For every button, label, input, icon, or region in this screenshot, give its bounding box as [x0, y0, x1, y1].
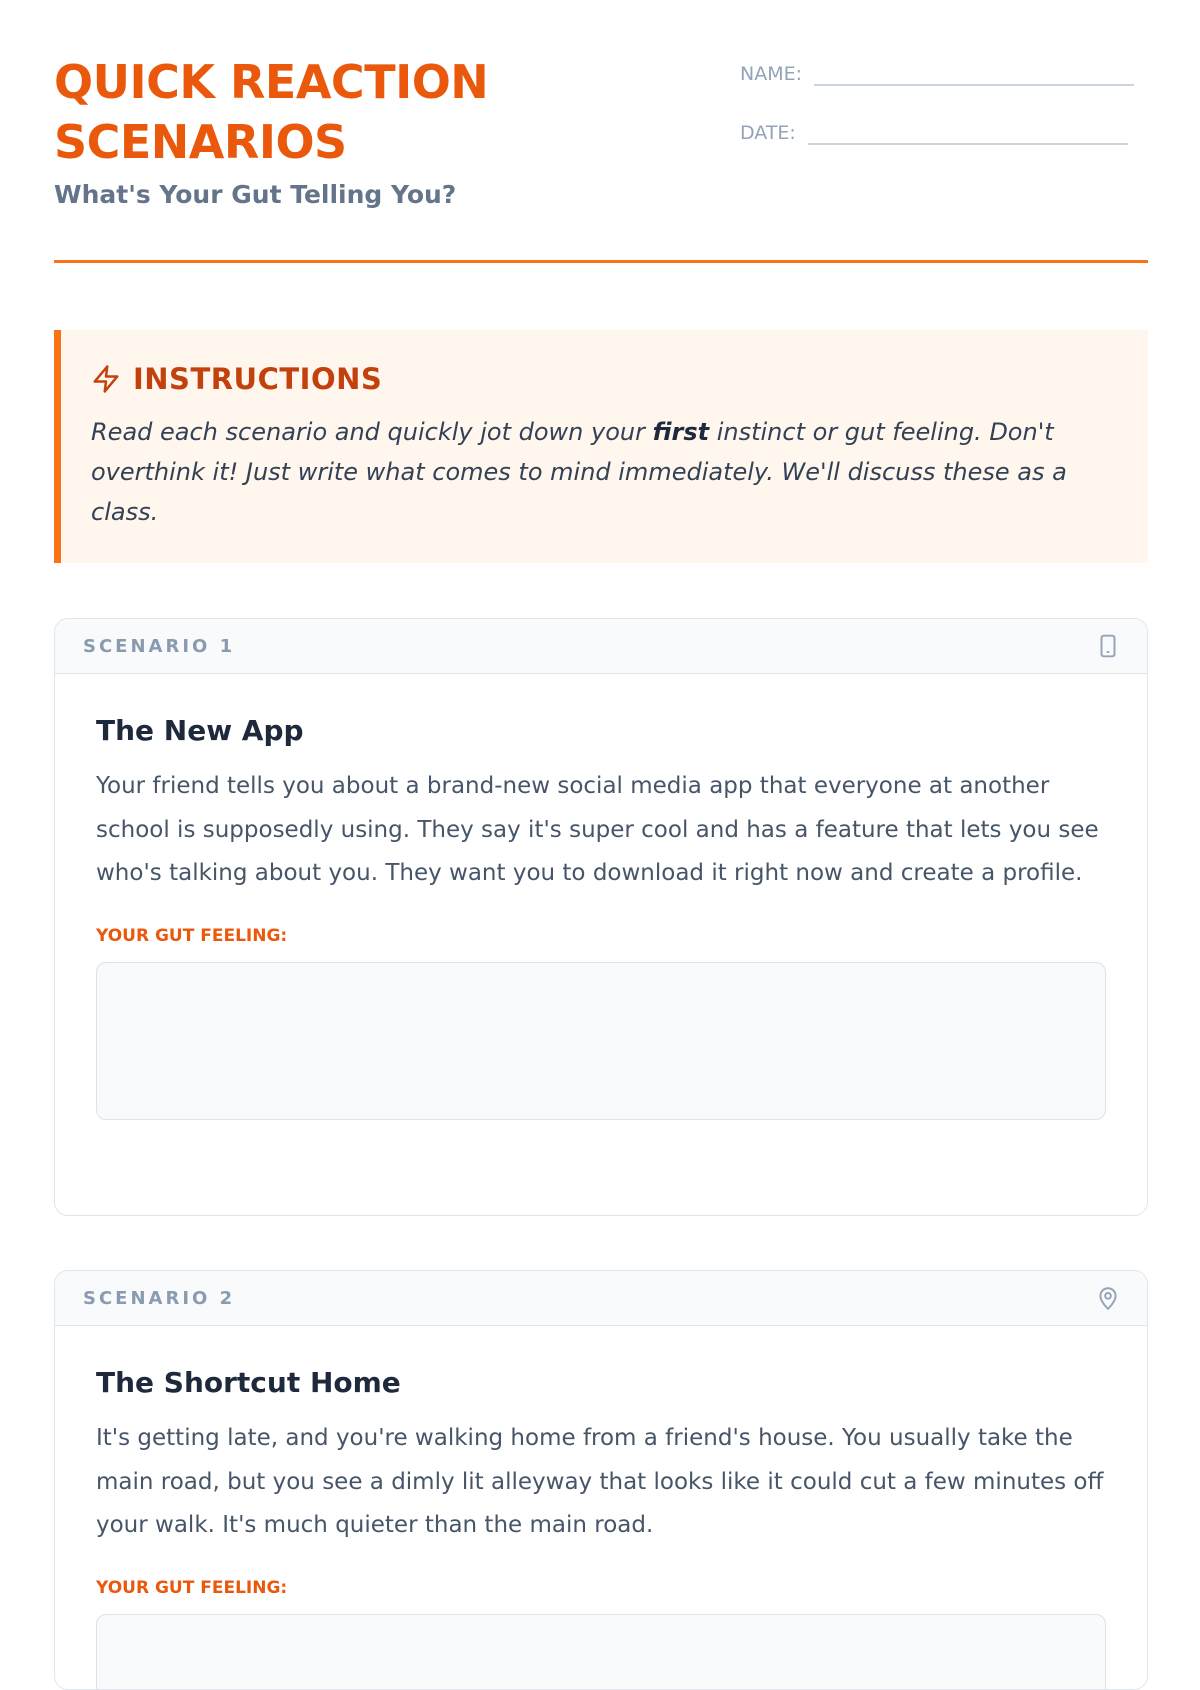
name-field	[740, 58, 1134, 86]
smartphone-icon	[1095, 633, 1121, 659]
name-label: NAME:	[740, 62, 802, 86]
date-field	[740, 117, 1128, 145]
gut-feeling-answer-box[interactable]	[96, 1614, 1106, 1690]
scenario-title: The New App	[96, 714, 1106, 747]
name-input-line[interactable]	[814, 58, 1134, 86]
instructions-header	[91, 362, 1118, 396]
worksheet-page	[54, 0, 1148, 262]
scenario-title: The Shortcut Home	[96, 1366, 1106, 1399]
scenario-description: Your friend tells you about a brand-new social media app that everyone at another school is supposedly using. They say it's super cool and has a feature that lets you see who's talking about you. They want you to download it right now and create a profile.	[96, 765, 1106, 896]
instructions-text-start: Read each scenario and quickly jot down your	[91, 418, 653, 446]
instructions-text	[91, 412, 1118, 532]
instructions-title: INSTRUCTIONS	[133, 362, 382, 396]
scenario-description: It's getting late, and you're walking home from a friend's house. You usually take the main road, but you see a dimly lit alleyway that looks like it could cut a few minutes off your walk. It's much quieter than the main road.	[96, 1417, 1106, 1548]
scenario-card-body	[55, 674, 1147, 1120]
scenario-card-body	[55, 1326, 1147, 1690]
gut-feeling-label: YOUR GUT FEELING:	[96, 926, 1106, 946]
instructions-emphasis: first	[653, 418, 709, 446]
map-pin-icon	[1095, 1285, 1121, 1311]
scenario-card	[54, 1270, 1148, 1690]
scenario-card	[54, 618, 1148, 1216]
header-divider	[54, 260, 1148, 263]
page-subtitle: What's Your Gut Telling You?	[54, 180, 456, 209]
scenario-card-header	[55, 1271, 1147, 1326]
page-title: QUICK REACTION SCENARIOS	[54, 52, 574, 172]
date-label: DATE:	[740, 121, 796, 145]
instructions-text-end: instinct or gut feeling. Don't overthink it! Just write what comes to mind immediately. We'll discuss these as a class.	[91, 418, 1067, 526]
scenario-number: SCENARIO 1	[83, 636, 235, 657]
date-input-line[interactable]	[808, 117, 1128, 145]
worksheet-header	[54, 0, 1148, 262]
gut-feeling-label: YOUR GUT FEELING:	[96, 1578, 1106, 1598]
instructions-box	[54, 330, 1148, 563]
scenario-card-header	[55, 619, 1147, 674]
lightning-icon	[91, 364, 121, 394]
gut-feeling-answer-box[interactable]	[96, 962, 1106, 1120]
scenario-number: SCENARIO 2	[83, 1288, 235, 1309]
